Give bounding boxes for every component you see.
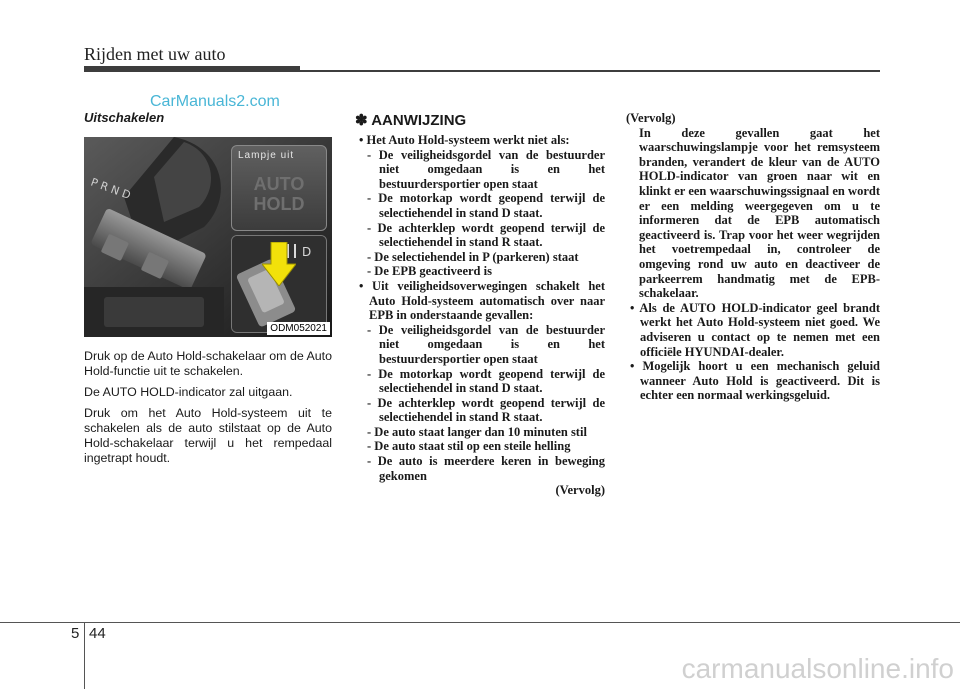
- note-list-item: - De motorkap wordt geopend terwijl de selectiehendel in stand D staat.: [367, 191, 605, 220]
- paragraph: Druk op de Auto Hold-schakelaar om de Auto Hold-functie uit te schakelen.: [84, 349, 332, 378]
- note-title-text: AANWIJZING: [371, 112, 467, 129]
- continued-label: (Vervolg): [626, 111, 676, 125]
- column1-text: [84, 349, 332, 466]
- auto-hold-indicator: AUTO HOLD: [253, 174, 305, 214]
- column3-body: [626, 111, 880, 403]
- note-list-item: - De EPB geactiveerd is: [367, 264, 492, 279]
- note-list-item: - De achterklep wordt geopend terwijl de selectiehendel in stand R staat.: [367, 395, 605, 425]
- note-list-item: - De selectiehendel in P (parkeren) staat: [367, 249, 579, 264]
- svg-text:P R N D: P R N D: [88, 175, 133, 203]
- watermark-bottom[interactable]: carmanualsonline.info: [681, 653, 954, 684]
- note-body: [355, 133, 605, 498]
- note-bullet: • Uit veiligheidsoverwegingen schakelt het Auto Hold-systeem automatisch over naar EPB in onderstaande gevallen:: [359, 278, 605, 323]
- header-title: Rijden met uw auto: [84, 44, 226, 64]
- inset-label: Lampje uit: [238, 150, 295, 161]
- note-list-item: - De achterklep wordt geopend terwijl de selectiehendel in stand R staat.: [367, 220, 605, 250]
- column-2: [355, 111, 605, 498]
- paragraph: De AUTO HOLD-indicator zal uitgaan.: [84, 385, 293, 399]
- indicator-inset: [231, 145, 327, 231]
- continued-label: (Vervolg): [555, 483, 605, 498]
- header-bar-dark: [84, 66, 300, 72]
- note-list-item: - De auto staat langer dan 10 minuten stil: [367, 424, 587, 439]
- column-1: [84, 110, 332, 466]
- press-arrow-icon: [262, 242, 296, 286]
- figure-caption: ODM052021: [267, 322, 330, 335]
- footer-rule: [0, 622, 960, 623]
- column-3: [626, 111, 880, 403]
- note-icon: ✽: [355, 112, 368, 129]
- note-list-item: - De auto is meerdere keren in beweging gekomen: [367, 454, 605, 483]
- section-number: 5: [71, 625, 80, 642]
- note-list-item: - De veiligheidsgordel van de bestuurder niet omgedaan is en het bestuurdersportier open staat: [367, 147, 605, 191]
- page-number: 44: [89, 625, 106, 642]
- note-list-item: - De veiligheidsgordel van de bestuurder niet omgedaan is en het bestuurdersportier open staat: [367, 322, 605, 366]
- note-list-item: - De auto staat stil op een steile helling: [367, 439, 571, 454]
- svg-text:D: D: [302, 245, 312, 259]
- note-title: [355, 111, 605, 129]
- header-rule: [300, 70, 880, 72]
- auto-hold-figure: [84, 137, 332, 337]
- note-bullet: • Als de AUTO HOLD-indicator geel brandt werkt het Auto Hold-systeem niet goed. We adviseren u contact op te nemen met een officiële HYUNDAI-dealer.: [630, 300, 880, 359]
- switch-inset: [231, 235, 327, 333]
- watermark-top[interactable]: CarManuals2.com: [150, 93, 280, 110]
- note-bullet: • Mogelijk hoort u een mechanisch geluid wanneer Auto Hold is geactiveerd. Dit is echter een normaal werkingsgeluid.: [630, 359, 880, 403]
- section-heading: Uitschakelen: [84, 110, 165, 125]
- note-bullet: • Het Auto Hold-systeem werkt niet als:: [359, 133, 570, 147]
- continued-paragraph: In deze gevallen gaat het waarschuwingslampje voor het remsysteem branden, verandert de kleur van de AUTO HOLD-indicator van groen naar wit en klinkt er een waarschuwingssignaal en wordt er een melding weergegeven om u te informeren dat de EPB automatisch geactiveerd is. Trap voor het weer wegrijden het voetrempedaal in, controleer de omgeving rond uw auto en deactiveer de parkeerrem handmatig met de EPB-schakelaar.: [639, 125, 880, 301]
- note-list-item: - De motorkap wordt geopend terwijl de selectiehendel in stand D staat.: [367, 366, 605, 396]
- paragraph: Druk om het Auto Hold-systeem uit te schakelen als de auto stilstaat op de Auto Hold-schakelaar terwijl u het rempedaal ingetrapt houdt.: [84, 406, 332, 465]
- footer-divider: [84, 622, 85, 689]
